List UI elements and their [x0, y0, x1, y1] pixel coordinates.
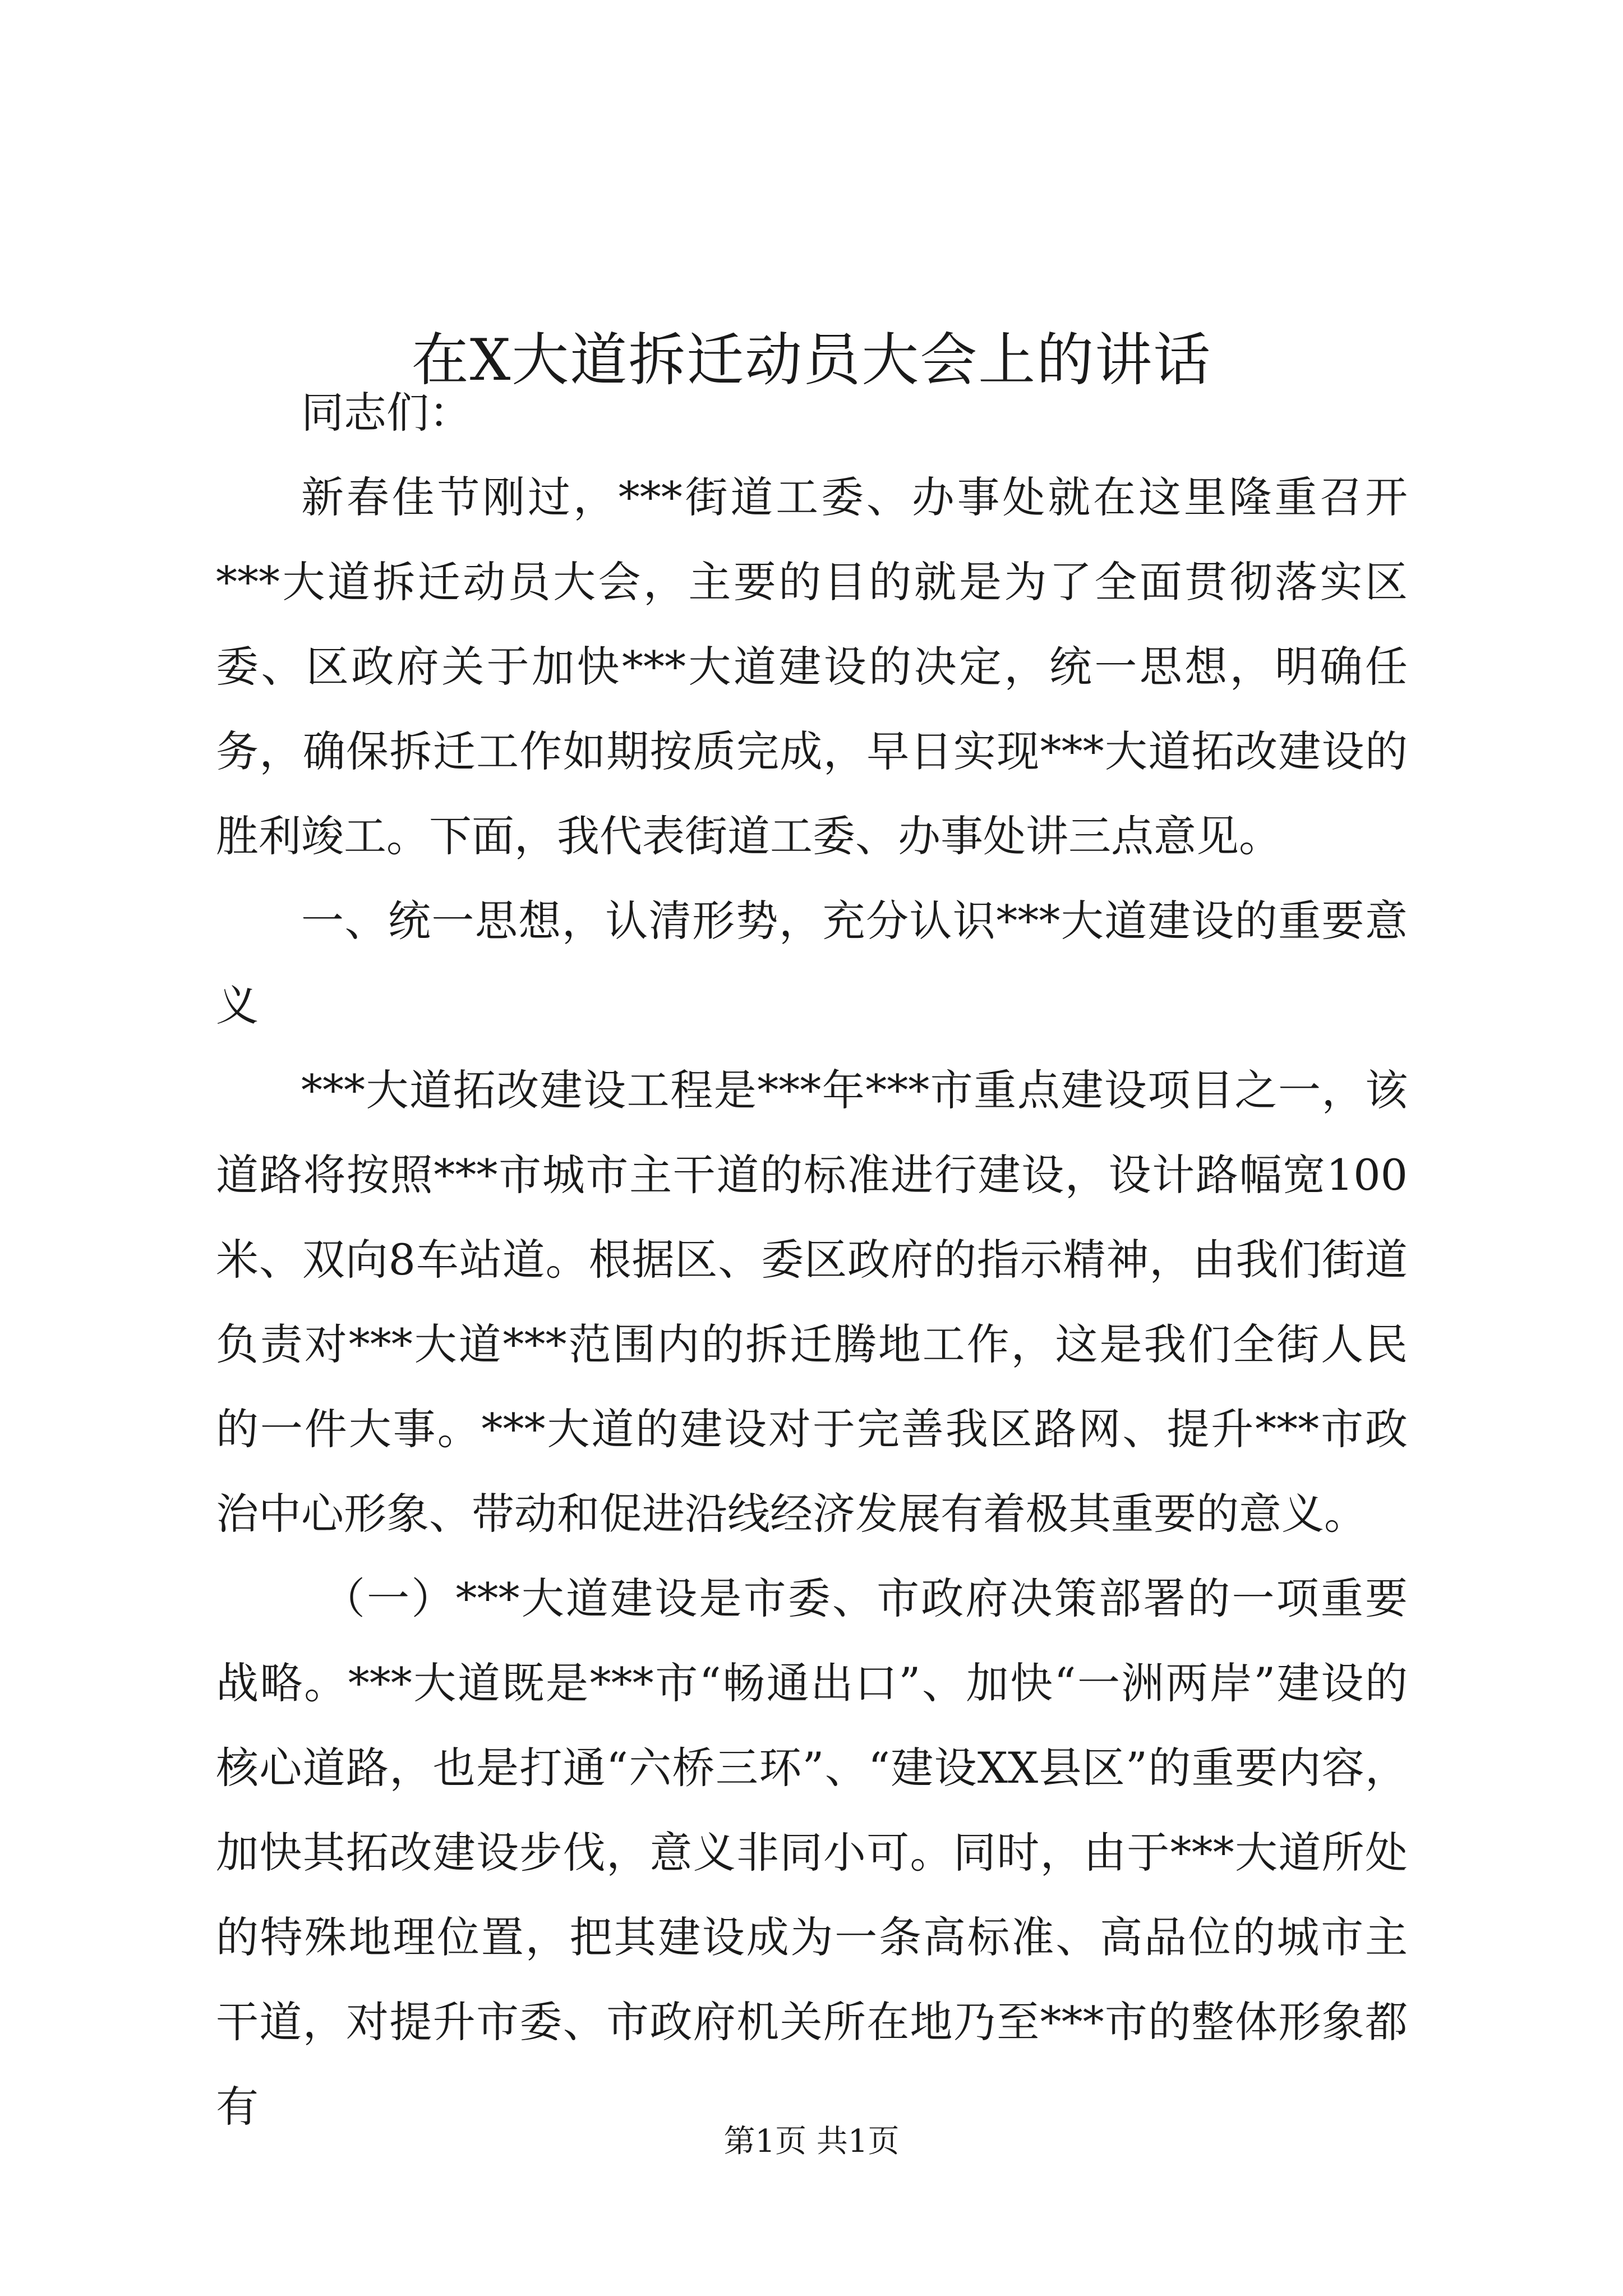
greeting: 同志们： — [301, 388, 472, 438]
paragraph-subpoint-1: （一）***大道建设是市委、市政府决策部署的一项重要战略。***大道既是***市“畅通出口”、加快“一洲两岸”建设的核心道路，也是打通“六桥三环”、“建设XX县区”的重要内容，加快其拓改建设步伐，意义非同小可。同时，由于***大道所处的特殊地理位置，把其建设成为一条高标准、高品位的城市主干道，对提升市委、市政府机关所在地乃至***市的整体形象都有 — [216, 1573, 1408, 2132]
paragraph-project: ***大道拓改建设工程是***年***市重点建设项目之一，该道路将按照***市城市主干道的标准进行建设，设计路幅宽100米、双向8车站道。根据区、委区政府的指示精神，由我们街道负责对***大道***范围内的拆迁腾地工作，这是我们全街人民的一件大事。***大道的建设对于完善我区路网、提升***市政治中心形象、带动和促进沿线经济发展有着极其重要的意义。 — [216, 1065, 1408, 1539]
document-title: 在X大道拆迁动员大会上的讲话 — [411, 327, 1212, 394]
section-heading-1: 一、统一思想，认清形势，充分认识***大道建设的重要意义 — [216, 896, 1408, 1030]
document-body — [216, 370, 1408, 2149]
page-number-footer: 第1页 共1页 — [723, 2123, 900, 2160]
paragraph-intro: 新春佳节刚过，***街道工委、办事处就在这里隆重召开***大道拆迁动员大会，主要的目的就是为了全面贯彻落实区委、区政府关于加快***大道建设的决定，统一思想，明确任务，确保拆迁工作如期按质完成，早日实现***大道拓改建设的胜利竣工。下面，我代表街道工委、办事处讲三点意见。 — [216, 472, 1408, 861]
